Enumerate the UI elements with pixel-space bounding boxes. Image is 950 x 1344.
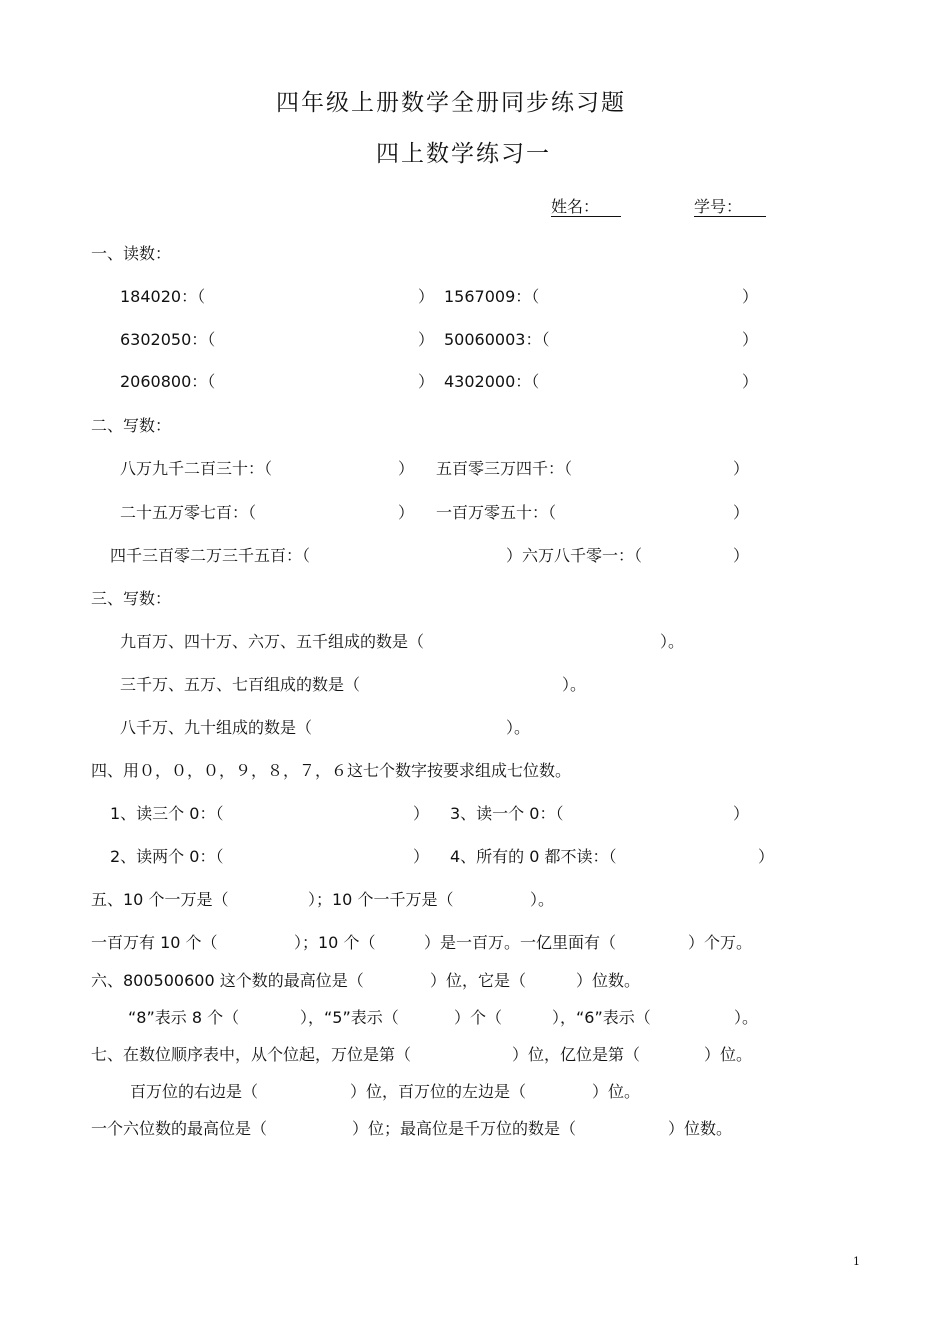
answer-blank-close: ）。	[562, 675, 587, 694]
question-text: 1567009：（	[444, 287, 540, 306]
answer-blank-close: ）	[418, 330, 435, 349]
question-text: ）位，亿位是第（	[512, 1045, 641, 1064]
question-text: ）；10 个（	[294, 933, 376, 952]
answer-blank-close: ）	[413, 847, 430, 866]
question-text: 一百万零五十：（	[436, 503, 557, 522]
question-text: ），“6”表示（	[552, 1008, 651, 1027]
question-text: 1、读三个 0：（	[110, 804, 224, 823]
student-id-field-label: 学号：	[694, 199, 766, 217]
question-text: 百万位的右边是（	[130, 1082, 259, 1101]
section-1-heading: 一、读数：	[91, 244, 172, 263]
question-text: 一个六位数的最高位是（	[91, 1119, 268, 1138]
section-3-heading: 三、写数：	[91, 589, 172, 608]
question-text: ）位，它是（	[430, 971, 527, 990]
answer-blank-close: ）	[742, 330, 759, 349]
answer-blank-close: ）	[398, 503, 415, 522]
question-text: 3、读一个 0：（	[450, 804, 564, 823]
page-title: 四年级上册数学全册同步练习题	[276, 90, 626, 116]
question-text: 九百万、四十万、六万、五千组成的数是（	[120, 632, 425, 651]
answer-blank-close: ）	[413, 804, 430, 823]
question-text: 2060800：（	[120, 372, 216, 391]
answer-blank-close: ）。	[530, 890, 555, 909]
answer-blank-close: ）位。	[704, 1045, 753, 1064]
answer-blank-close: ）	[418, 287, 435, 306]
question-text: 三千万、五万、七百组成的数是（	[120, 675, 361, 694]
question-text: 二十五万零七百：（	[120, 503, 257, 522]
question-text: ）六万八千零一：（	[506, 546, 643, 565]
answer-blank-close: ）	[742, 372, 759, 391]
answer-blank-close: ）	[733, 804, 750, 823]
answer-blank-close: ）位数。	[576, 971, 641, 990]
question-text: 184020：（	[120, 287, 206, 306]
answer-blank-close: ）位数。	[668, 1119, 733, 1138]
answer-blank-close: ）	[418, 372, 435, 391]
answer-blank-close: ）位。	[592, 1082, 641, 1101]
question-text: ）位；最高位是千万位的数是（	[352, 1119, 577, 1138]
question-text: ）；10 个一千万是（	[308, 890, 454, 909]
question-text: 四千三百零二万三千五百：（	[110, 546, 311, 565]
name-field-label: 姓名：	[551, 199, 621, 217]
answer-blank-close: ）	[733, 459, 750, 478]
answer-blank-close: ）。	[660, 632, 685, 651]
question-text: 一百万有 10 个（	[91, 933, 218, 952]
question-text: 五、10 个一万是（	[91, 890, 229, 909]
question-text: 七、在数位顺序表中，从个位起，万位是第（	[91, 1045, 412, 1064]
question-text: “8”表示 8 个（	[128, 1008, 240, 1027]
answer-blank-close: ）	[733, 503, 750, 522]
answer-blank-close: ）	[733, 546, 750, 565]
question-text: 八千万、九十组成的数是（	[120, 718, 313, 737]
question-text: 4302000：（	[444, 372, 540, 391]
question-text: 50060003：（	[444, 330, 550, 349]
answer-blank-close: ）	[398, 459, 415, 478]
answer-blank-close: ）。	[734, 1008, 759, 1027]
question-text: ），“5”表示（	[300, 1008, 399, 1027]
answer-blank-close: ）	[758, 847, 775, 866]
section-2-heading: 二、写数：	[91, 416, 172, 435]
question-text: ）个（	[454, 1008, 503, 1027]
question-text: ）是一百万。一亿里面有（	[424, 933, 617, 952]
question-text: 六、800500600 这个数的最高位是（	[91, 971, 364, 990]
question-text: 4、所有的 0 都不读：（	[450, 847, 617, 866]
question-text: 2、读两个 0：（	[110, 847, 224, 866]
page-number: 1	[853, 1255, 860, 1268]
question-text: 6302050：（	[120, 330, 216, 349]
page-subtitle: 四上数学练习一	[376, 141, 551, 167]
section-4-heading: 四、用０，０，０，９，８，７，６这七个数字按要求组成七位数。	[91, 761, 572, 780]
question-text: 五百零三万四千：（	[436, 459, 573, 478]
question-text: 八万九千二百三十：（	[120, 459, 273, 478]
answer-blank-close: ）个万。	[688, 933, 753, 952]
answer-blank-close: ）	[742, 287, 759, 306]
answer-blank-close: ）。	[506, 718, 531, 737]
question-text: ）位，百万位的左边是（	[350, 1082, 527, 1101]
